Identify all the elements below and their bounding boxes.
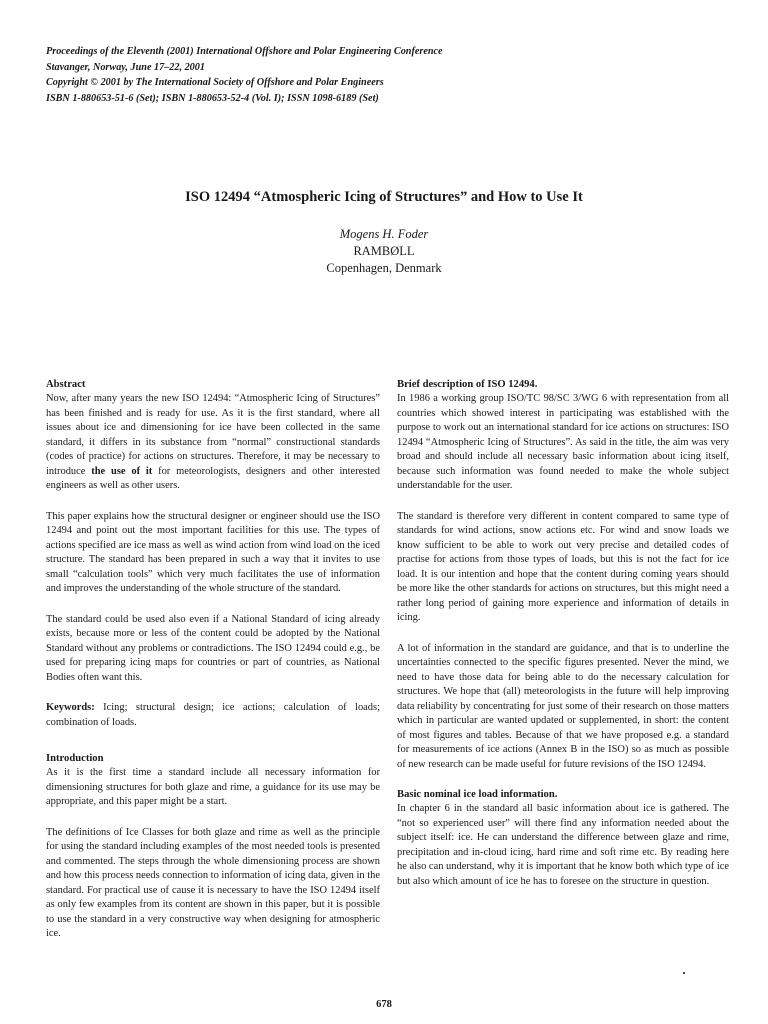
abstract-p1-end: for meteorologists, designers and other interested engineers as well as other users. [46, 465, 381, 491]
brief-paragraph-2: The standard is therefore very different in content compared to same type of standards for wind actions, snow actions etc. For wind and snow loads we know sufficient to be able to work out very precise and detailed codes of practise for actions from those types of loads, but this is not the fact for ice load. It is our intention and hope that the content during coming years should be more like the other standards for actions on structures, but this might need a rather long period of gaining more experience and information of details in icing. [397, 510, 729, 623]
basic-ice-load-paragraph-1: In chapter 6 in the standard all basic information about ice is gathered. The “not so experienced user” will there find any information needed about the subject itself: ice. He can understand the difference between glaze and rime, precipitation and in-cloud icing, hard rime and soft rime etc. By reading here he also can understand, why it is important that he know both which type of ice but also which amount of ice he has to foresee on the structure in question. [397, 803, 729, 887]
abstract-p1-emphasis: the use of it [91, 465, 153, 477]
abstract-heading: Abstract [46, 379, 86, 390]
brief-description-heading: Brief description of ISO 12494. [397, 379, 538, 390]
brief-paragraph-3: A lot of information in the standard are guidance, and that is to underline the uncertainties connected to the specific figures presented. Never the mind, we need to have those data for being able to do the necessary calculation for structures. We hope that (all) meteorologists in the future will help improving data reliability by concentrating for just some of their research on those matters which in particular are wanted updated or supplemented, in short: the content of most figures and tables. Because of that we have proposed e.g. a standard for measurements of ice actions (Annex B in the ISO) so as much as possible of new research can be made useful for future revisions of the ISO 12494. [397, 642, 729, 770]
abstract-paragraph-2: This paper explains how the structural designer or engineer should use the ISO 12494 and point out the most important facilities for this use. The types of actions specified are ice mass as well as wind action from wind load on the iced structure. The standard has been prepared in such a way that it invites to use small “calculation tools” which very much facilitates the use of information and improves the understanding of the whole structure of the standard. [46, 510, 380, 594]
page-number: 678 [376, 999, 392, 1010]
keywords-label: Keywords: [46, 702, 95, 713]
header-proceedings: Proceedings of the Eleventh (2001) International Offshore and Polar Engineering Conference [46, 46, 443, 57]
introduction-paragraph-1: As it is the first time a standard include all necessary information for dimensioning structures for both glaze and rime, a guidance for its use may be appropriate, and this paper might be a start. [46, 767, 380, 807]
conference-header [46, 44, 706, 106]
right-column [397, 378, 729, 905]
author-organization: RAMBØLL [353, 244, 415, 258]
introduction-paragraph-2: The definitions of Ice Classes for both glaze and rime as well as the principle for using the standard including examples of the most needed tools is presented and commented. The steps through the whole dimensioning process are shown and how this process needs connection to information of icing data, given in the standard. For practical use of cause it is necessary to have the ISO 12494 itself as only few examples from its content are shown in this paper, but it is possible to use the standard in a very constructive way when designing for atmospheric ice. [46, 826, 380, 939]
brief-paragraph-1: In 1986 a working group ISO/TC 98/SC 3/WG 6 with representation from all countries which showed interest in participating was established with the purpose to work out an international standard for ice actions on structures: ISO 12494 “Atmospheric Icing of Structures”. As said in the title, the aim was very broad and should include all necessary basic information about icing itself, because such information was found needed to make the whole subject understandable for the user. [397, 393, 729, 491]
abstract-p1-start: Now, after many years the new ISO 12494: “Atmospheric Icing of Structures” has been finished and is ready for use. As it is the first standard, where all issues about ice and dimensioning for ice have been collected in the same standard, it differs in its substance from “normal” constructional standards (codes of practice) for actions on structures. Therefore, it may be necessary to introduce [46, 393, 380, 477]
introduction-heading: Introduction [46, 753, 104, 764]
header-copyright: Copyright © 2001 by The International Society of Offshore and Polar Engineers [46, 77, 384, 89]
header-location: Stavanger, Norway, June 17–22, 2001 [46, 61, 205, 73]
scan-artifact [683, 972, 685, 974]
basic-ice-load-heading: Basic nominal ice load information. [397, 789, 558, 800]
author-block [0, 226, 768, 277]
author-location: Copenhagen, Denmark [326, 261, 442, 275]
keywords [46, 701, 380, 730]
left-column [46, 378, 380, 958]
header-isbn: ISBN 1-880653-51-6 (Set); ISBN 1-880653-52-4 (Vol. I); ISSN 1098-6189 (Set) [46, 92, 379, 104]
abstract-paragraph-3: The standard could be used also even if a National Standard of icing already exists, because more or less of the content could be adopted by the National Standard without any problems or contradictions. The ISO 12494 could e.g., be used for preparing icing maps for countries or part of countries, as National Bodies often want this. [46, 613, 380, 683]
keywords-text: Icing; structural design; ice actions; calculation of loads; combination of loads. [46, 702, 380, 728]
abstract-paragraph-1 [46, 392, 380, 494]
author-name: Mogens H. Foder [339, 227, 429, 241]
paper-title: ISO 12494 “Atmospheric Icing of Structures” and How to Use It [185, 189, 583, 205]
